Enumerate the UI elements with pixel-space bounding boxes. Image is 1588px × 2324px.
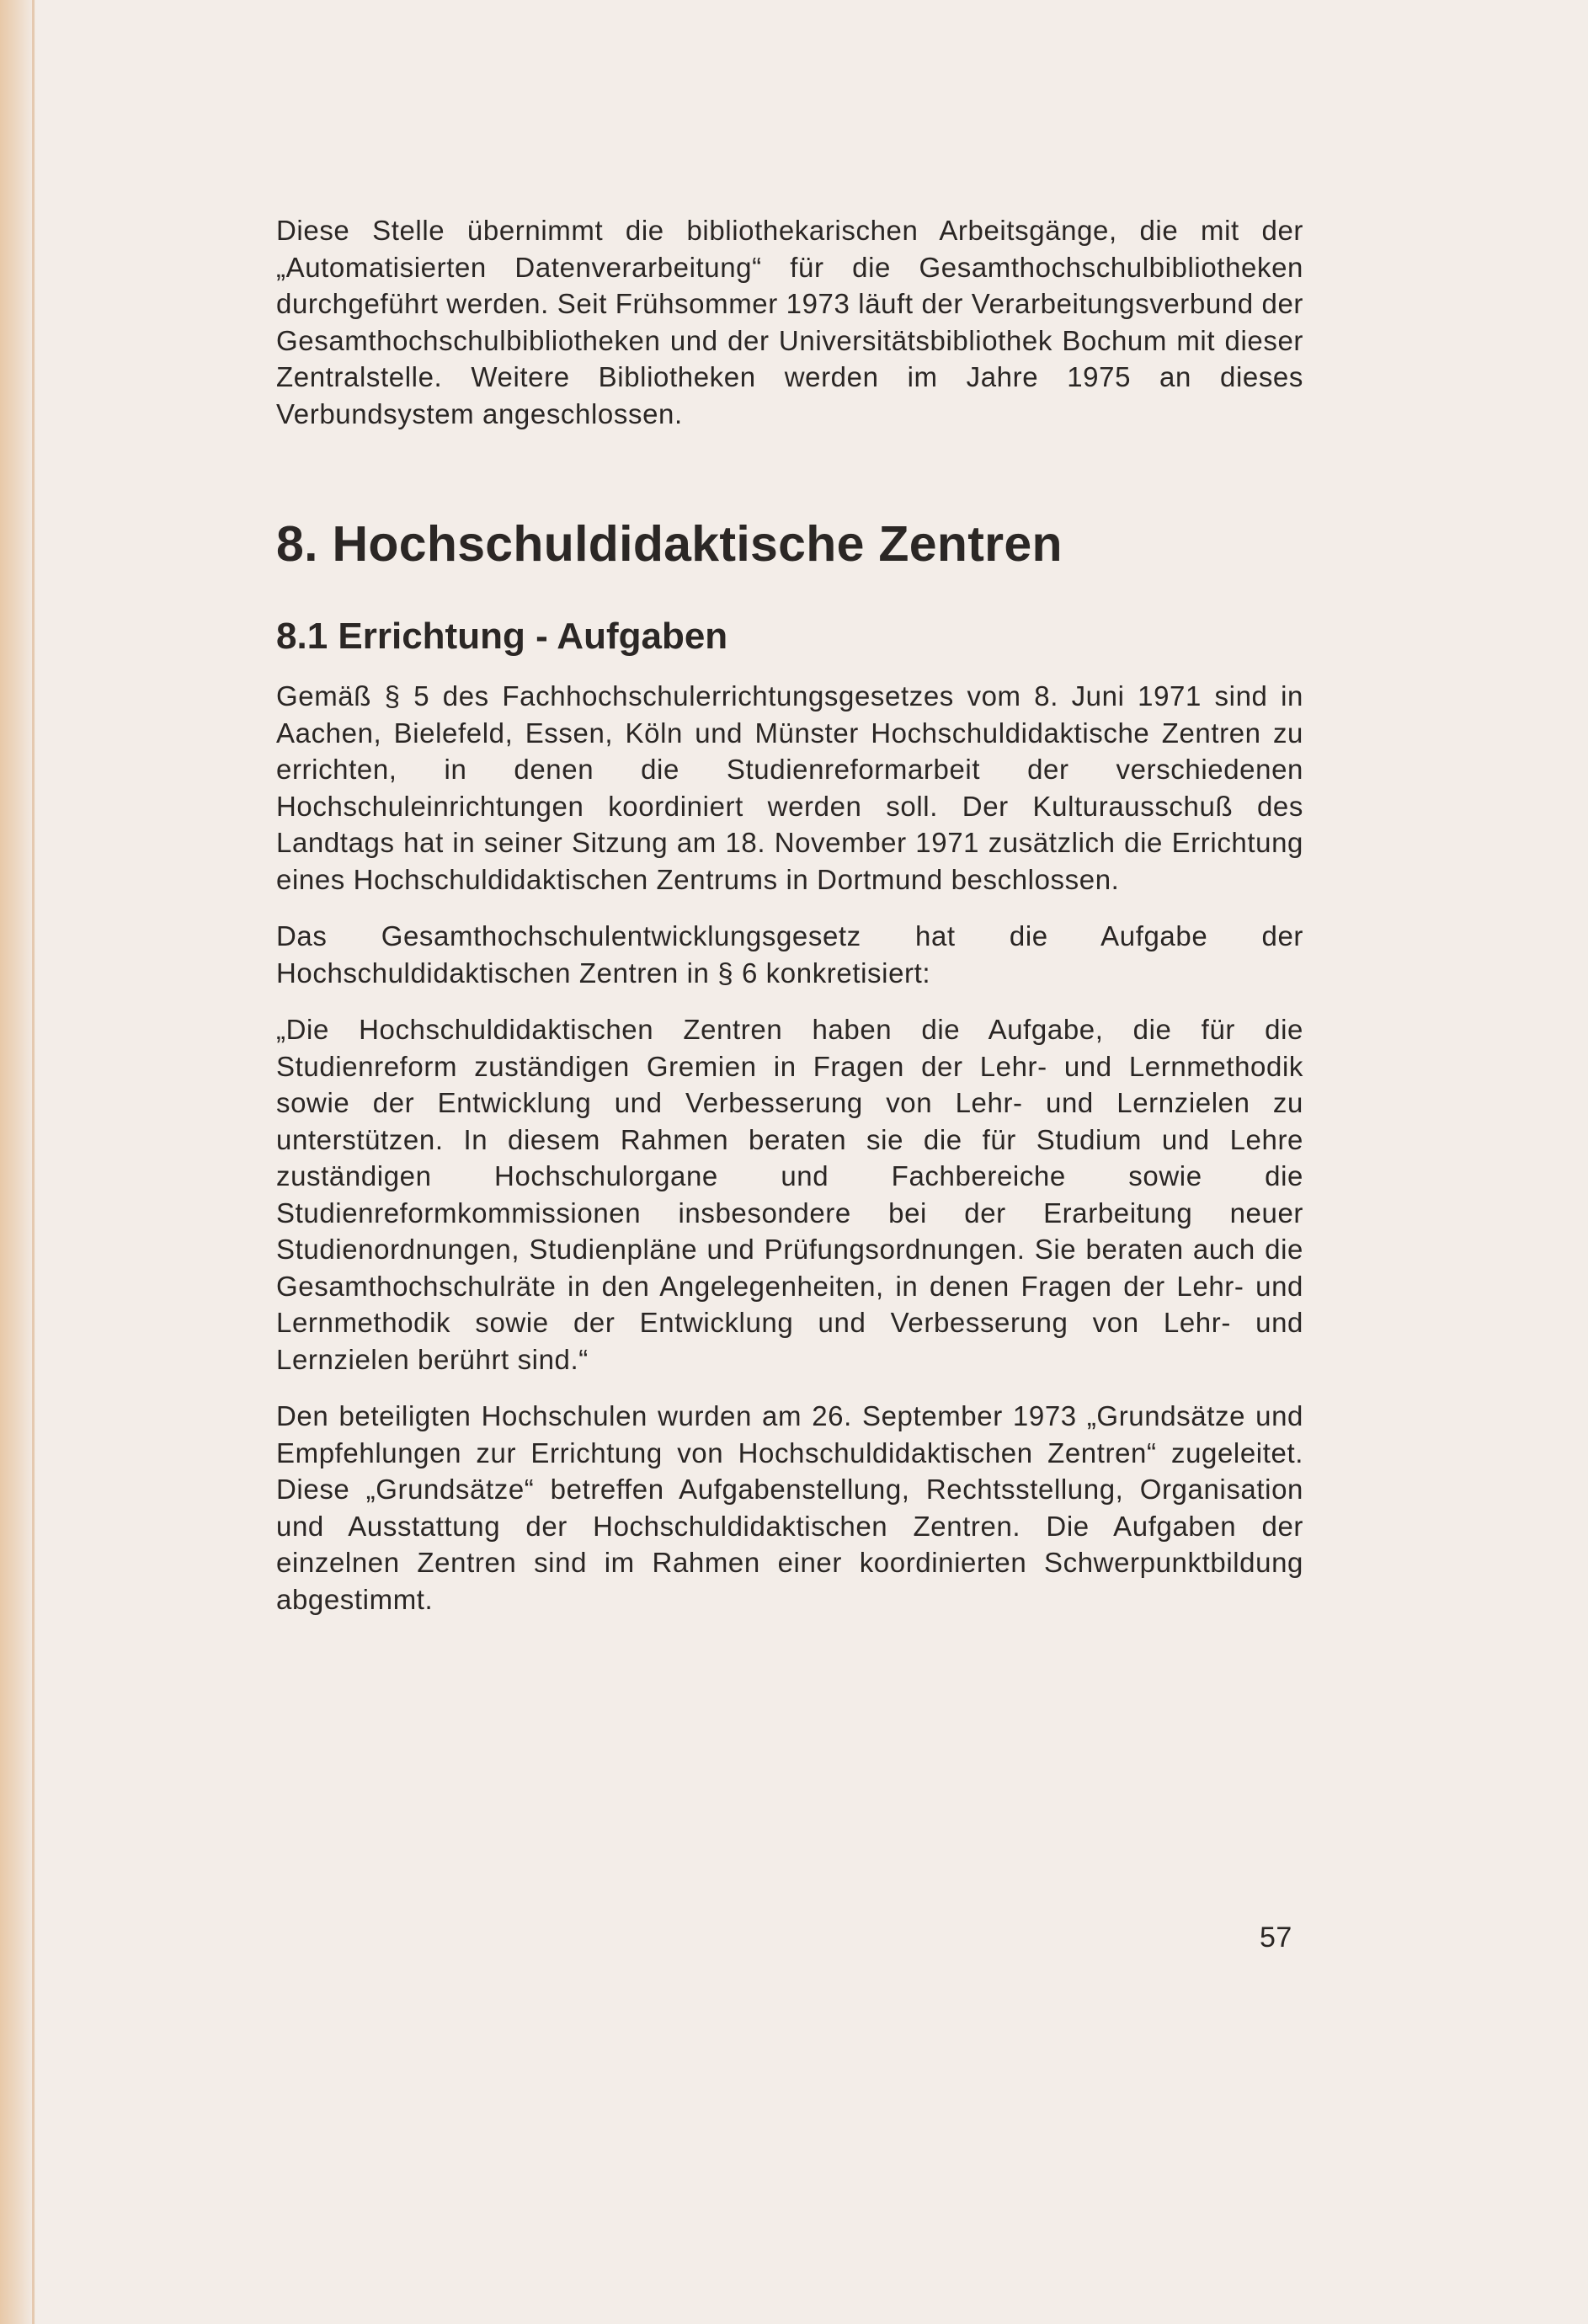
paragraph-law-quote: „Die Hochschuldidaktischen Zentren haben die Aufgabe, die für die Studienreform zuständigen Gremien in Fragen der Lehr- und Lernmethodik sowie der Entwicklung und Verbesserung von Lehr- und Lernzielen zu unterstützen. In diesem Rahmen beraten sie die für Studium und Lehre zuständigen Hochschulorgane und Fachbereiche sowie die Studienreformkommissionen insbesondere bei der Erarbeitung neuer Studienordnungen, Studienpläne und Prüfungsordnungen. Sie beraten auch die Gesamthochschulräte in den Angelegenheiten, in denen Fragen der Lehr- und Lernmethodik sowie der Entwicklung und Verbesserung von Lehr- und Lernzielen berührt sind.“: [276, 1014, 1303, 1375]
section-heading: 8.1 Errichtung - Aufgaben: [276, 616, 728, 657]
page-number: 57: [1260, 1922, 1292, 1954]
paragraph-principles: Den beteiligten Hochschulen wurden am 26. September 1973 „Grundsätze und Empfehlungen zur Errichtung von Hochschuldidaktischen Zentren“ zugeleitet. Diese „Grundsätze“ betreffen Aufgabenstellung, Rechtsstellung, Organisation und Ausstattung der Hochschuldidaktischen Zentren. Die Aufgaben der einzelnen Zentren sind im Rahmen einer koordinierten Schwerpunktbildung abgestimmt.: [276, 1400, 1303, 1615]
paragraph-law-reference: Das Gesamthochschulentwicklungsgesetz hat die Aufgabe der Hochschuldidaktischen Zentren in § 6 konkretisiert:: [276, 920, 1303, 989]
page-body: [276, 212, 1303, 1618]
page-fold-line: [32, 0, 35, 2324]
intro-paragraph: Diese Stelle übernimmt die bibliothekarischen Arbeitsgänge, die mit der „Automatisierten Datenverarbeitung“ für die Gesamthochschulbibliotheken durchgeführt werden. Seit Frühsommer 1973 läuft der Verarbeitungsverbund der Gesamthochschulbibliotheken und der Universitätsbibliothek Bochum mit dieser Zentralstelle. Weitere Bibliotheken werden im Jahre 1975 an dieses Verbundsystem angeschlossen.: [276, 215, 1303, 429]
paragraph-establishment: Gemäß § 5 des Fachhochschulerrichtungsgesetzes vom 8. Juni 1971 sind in Aachen, Bielefeld, Essen, Köln und Münster Hochschuldidaktische Zentren zu errichten, in denen die Studienreformarbeit der verschiedenen Hochschuleinrichtungen koordiniert werden soll. Der Kulturausschuß des Landtags hat in seiner Sitzung am 18. November 1971 zusätzlich die Errichtung eines Hochschuldidaktischen Zentrums in Dortmund beschlossen.: [276, 680, 1303, 895]
chapter-heading: 8. Hochschuldidaktische Zentren: [276, 516, 1063, 572]
